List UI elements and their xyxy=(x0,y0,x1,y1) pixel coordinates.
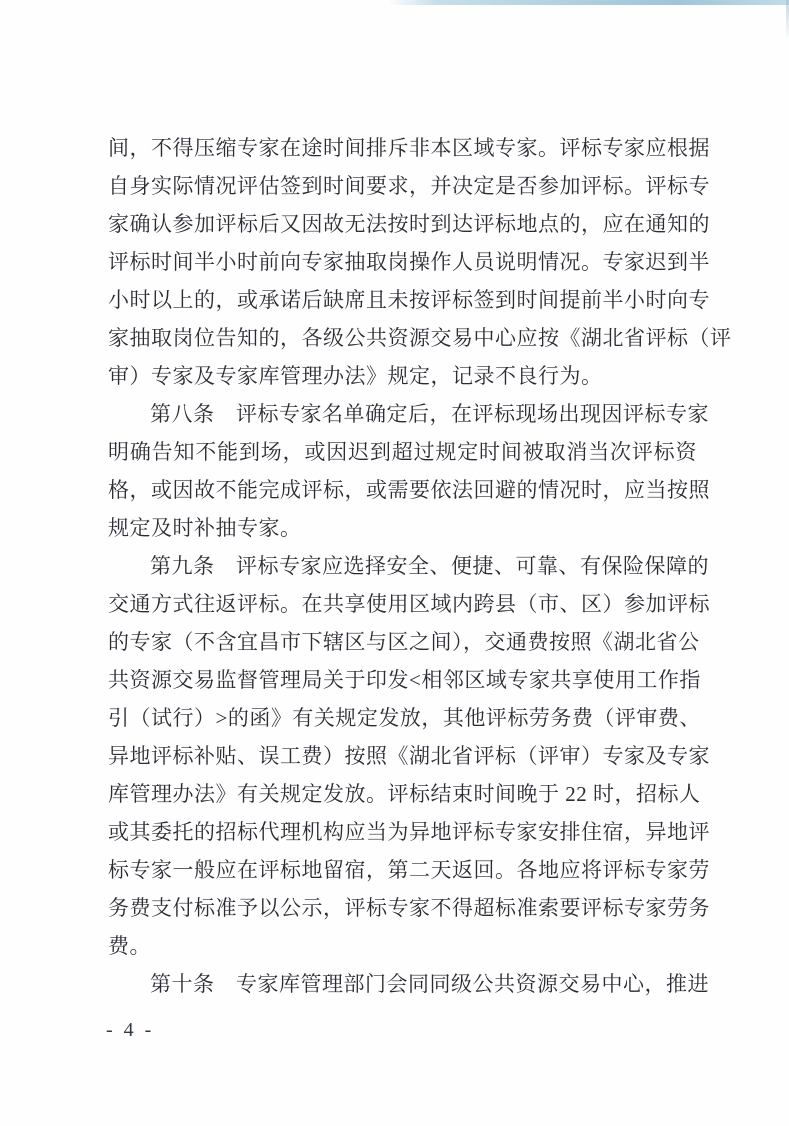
text-line: 第九条 评标专家应选择安全、便捷、可靠、有保险保障的 xyxy=(150,554,709,578)
page-number: - 4 - xyxy=(106,1019,155,1041)
scan-edge-artifact xyxy=(388,0,789,5)
text-line: 引（试行）>的函》有关规定发放，其他评标劳务费（评审费、 xyxy=(108,706,701,730)
text-line: 小时以上的，或承诺后缺席且未按评标签到时间提前半小时向专 xyxy=(108,288,710,312)
text-line: 自身实际情况评估签到时间要求，并决定是否参加评标。评标专 xyxy=(108,174,710,198)
text-line: 交通方式往返评标。在共享使用区域内跨县（市、区）参加评标 xyxy=(108,592,710,616)
text-line: 或其委托的招标代理机构应当为异地评标专家安排住宿，异地评 xyxy=(108,820,710,844)
text-line: 家确认参加评标后又因故无法按时到达评标地点的，应在通知的 xyxy=(108,212,710,236)
text-line: 库管理办法》有关规定发放。评标结束时间晚于 22 时，招标人 xyxy=(108,782,701,806)
text-line: 规定及时补抽专家。 xyxy=(108,516,302,540)
document-body xyxy=(108,129,732,1003)
text-line: 审）专家及专家库管理办法》规定，记录不良行为。 xyxy=(108,364,603,388)
text-line: 第十条 专家库管理部门会同同级公共资源交易中心，推进 xyxy=(150,972,709,996)
text-line: 第八条 评标专家名单确定后，在评标现场出现因评标专家 xyxy=(150,402,709,426)
text-line: 评标时间半小时前向专家抽取岗操作人员说明情况。专家迟到半 xyxy=(108,250,710,274)
text-line: 务费支付标准予以公示，评标专家不得超标准索要评标专家劳务 xyxy=(108,896,710,920)
text-line: 间，不得压缩专家在途时间排斥非本区域专家。评标专家应根据 xyxy=(108,136,710,160)
text-line: 共资源交易监督管理局关于印发<相邻区域专家共享使用工作指 xyxy=(108,668,701,692)
text-line: 的专家（不含宜昌市下辖区与区之间），交通费按照《湖北省公 xyxy=(108,630,700,654)
text-line: 家抽取岗位告知的，各级公共资源交易中心应按《湖北省评标（评 xyxy=(108,326,732,350)
text-line: 异地评标补贴、误工费）按照《湖北省评标（评审）专家及专家 xyxy=(108,744,710,768)
text-line: 明确告知不能到场，或因迟到超过规定时间被取消当次评标资 xyxy=(108,440,697,464)
text-line: 费。 xyxy=(108,934,151,958)
text-line: 标专家一般应在评标地留宿，第二天返回。各地应将评标专家劳 xyxy=(108,858,710,882)
text-line: 格，或因故不能完成评标，或需要依法回避的情况时，应当按照 xyxy=(108,478,710,502)
